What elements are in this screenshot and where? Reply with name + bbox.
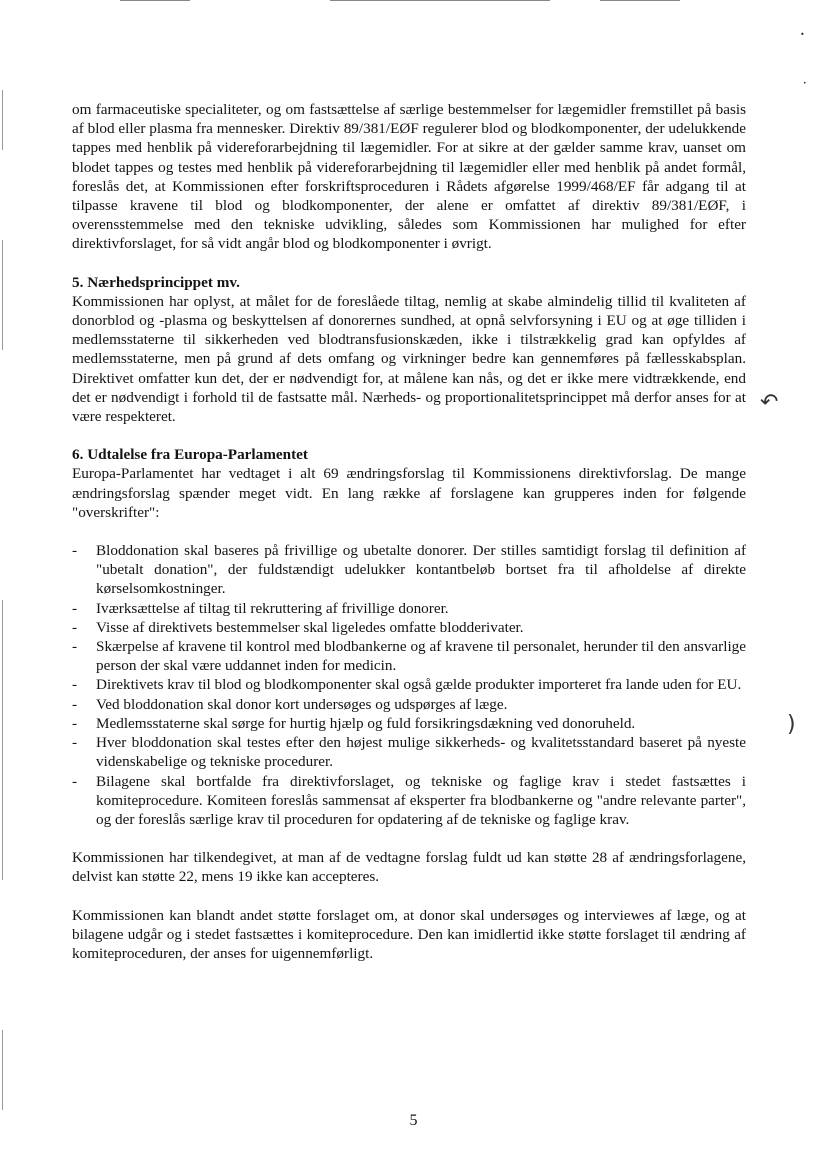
scan-left-edge — [2, 240, 3, 350]
page-number: 5 — [409, 1112, 418, 1129]
list-item: - Hver bloddonation skal testes efter den højest mulige sikkerheds- og kvalitetsstandard baseret på nyeste videnskabelige og tekniske procedurer. — [72, 733, 746, 771]
section-5 — [72, 273, 746, 427]
amendment-topics-list — [72, 541, 746, 829]
scan-left-edge — [2, 600, 3, 880]
section-5-paragraph: Kommissionen har oplyst, at målet for de foreslåede tiltag, nemlig at skabe almindelig tillid til kvaliteten af donorblod og -plasma og beskyttelsen af donorernes sundhed, at opnå selvforsyning i EU og at øge tilliden i medlemsstaterne til sikkerheden ved blodtransfusionskæden, ikke i tilstrækkelig grad kan opfyldes af medlemsstaterne, men på grund af dets omfang og virkninger bedre kan gennemføres på fællesskabsplan. Direktivet omfatter kun det, der er nødvendigt for, at målene kan nås, og det er ikke mere vidtrækkende, end det er nødvendigt i forhold til de fastsatte mål. Nærheds- og proportionalitetsprincippet må derfor anses for at være respekteret. — [72, 292, 746, 426]
list-item: - Bilagene skal bortfalde fra direktivforslaget, og tekniske og faglige krav i stedet fastsættes i komiteprocedure. Komiteen foreslås sammensat af eksperter fra blodbankerne og "andre relevante parter", og der foreslås særlige krav til proceduren for opdatering af de tekniske og faglige krav. — [72, 772, 746, 830]
scan-left-edge — [2, 90, 3, 150]
list-item: - Medlemsstaterne skal sørge for hurtig hjælp og fuld forsikringsdækning ved donoruheld. — [72, 714, 746, 733]
list-item: - Direktivets krav til blod og blodkomponenter skal også gælde produkter importeret fra lande uden for EU. — [72, 675, 746, 694]
scan-hole-punch-mark: ↶ — [760, 390, 779, 415]
list-item: - Skærpelse af kravene til kontrol med blodbankerne og af kravene til personalet, herunder til den ansvarlige person der skal være uddannet inden for medicin. — [72, 637, 746, 675]
section-6 — [72, 445, 746, 963]
scan-top-rule — [0, 0, 827, 2]
intro-paragraph: om farmaceutiske specialiteter, og om fastsættelse af særlige bestemmelser for lægemidler fremstillet på basis af blod eller plasma fra mennesker. Direktiv 89/381/EØF regulerer blod og blodkomponenter, der udelukkende tappes med henblik på videreforarbejdning til lægemidler. For at sikre at der gælder samme krav, uanset om blodet tappes og testes med henblik på videreforarbejdning til lægemidler eller med henblik på andet formål, foreslås det, at Kommissionen efter forskriftsproceduren i Rådets afgørelse 1999/468/EF får adgang til at tilpasse kravene til blod og blodkomponenter, der alene er omfattet af direktiv 89/381/EØF, i overensstemmelse med den tekniske udvikling, således som Kommissionen har mulighed for efter direktivforslaget, for så vidt angår blod og blodkomponenter i øvrigt. — [72, 101, 746, 253]
scan-hole-punch-mark: ) — [787, 712, 796, 737]
section-6-intro: Europa-Parlamentet har vedtaget i alt 69 ændringsforslag til Kommissionens direktivforslag. De mange ændringsforslag spænder meget vidt. En lang række af forslagene kan grupperes inden for følgende "overskrifter": — [72, 465, 746, 521]
section-5-heading: 5. Nærhedsprincippet mv. — [72, 273, 240, 291]
scan-speck: • — [800, 30, 805, 39]
section-6-heading: 6. Udtalelse fra Europa-Parlamentet — [72, 446, 308, 464]
closing-paragraph-1: Kommissionen har tilkendegivet, at man af de vedtagne forslag fuldt ud kan støtte 28 af ændringsforlagene, delvist kan støtte 22, mens 19 ikke kan accepteres. — [72, 849, 746, 886]
scan-speck: • — [803, 80, 807, 87]
closing-paragraph-2: Kommissionen kan blandt andet støtte forslaget om, at donor skal undersøges og interviewes af læge, og at bilagene udgår og i stedet fastsættes i komiteprocedure. Den kan imidlertid ikke støtte forslaget til ændring af komiteproceduren, der anses for uigennemførligt. — [72, 906, 746, 962]
scan-left-edge — [2, 1030, 3, 1110]
document-body — [72, 100, 746, 963]
list-item: - Iværksættelse af tiltag til rekruttering af frivillige donorer. — [72, 599, 746, 618]
list-item: - Bloddonation skal baseres på frivillige og ubetalte donorer. Der stilles samtidigt forslag til definition af "ubetalt donation", der fuldstændigt udelukker kontantbeløb bortset fra til afholdelse af direkte kørselsomkostninger. — [72, 541, 746, 599]
list-item: - Visse af direktivets bestemmelser skal ligeledes omfatte blodderivater. — [72, 618, 746, 637]
list-item: - Ved bloddonation skal donor kort undersøges og udspørges af læge. — [72, 695, 746, 714]
